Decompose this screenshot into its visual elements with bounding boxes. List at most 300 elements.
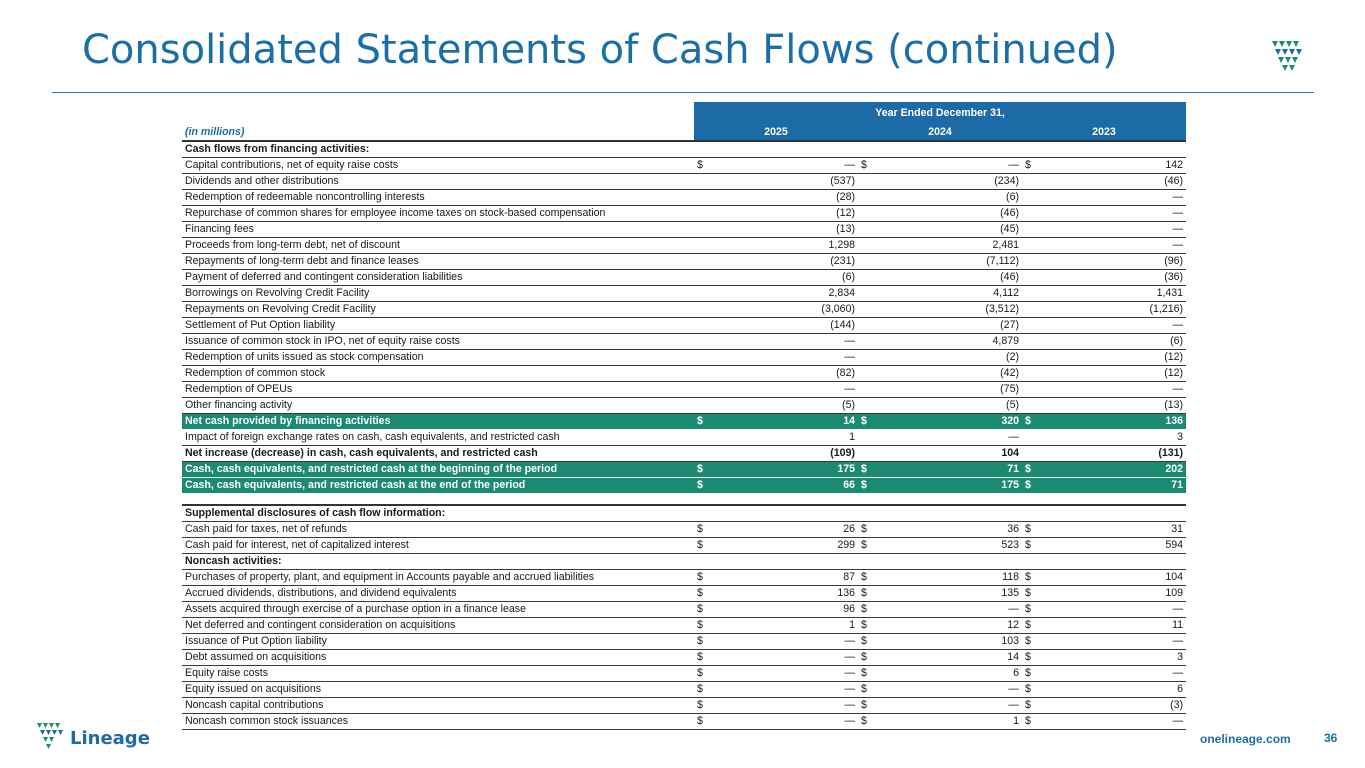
table-row bbox=[182, 334, 1186, 350]
currency-symbol: $ bbox=[694, 586, 712, 602]
currency-symbol: $ bbox=[1022, 714, 1040, 730]
value-cell: — bbox=[876, 430, 1022, 446]
value-cell: 4,879 bbox=[876, 334, 1022, 350]
currency-symbol bbox=[1022, 350, 1040, 366]
value-cell bbox=[876, 141, 1022, 158]
value-cell: (45) bbox=[876, 222, 1022, 238]
currency-symbol bbox=[694, 494, 712, 506]
row-label: Redemption of common stock bbox=[182, 366, 694, 382]
currency-symbol bbox=[858, 141, 876, 158]
value-cell: 2,481 bbox=[876, 238, 1022, 254]
currency-symbol bbox=[858, 430, 876, 446]
currency-symbol bbox=[858, 254, 876, 270]
table-row bbox=[182, 650, 1186, 666]
row-label: Cash, cash equivalents, and restricted cash at the end of the period bbox=[182, 478, 694, 494]
currency-symbol bbox=[694, 505, 712, 522]
row-label: Proceeds from long-term debt, net of discount bbox=[182, 238, 694, 254]
value-cell: 71 bbox=[876, 462, 1022, 478]
value-cell: — bbox=[712, 158, 858, 174]
row-label: Repayments of long-term debt and finance leases bbox=[182, 254, 694, 270]
value-cell: 87 bbox=[712, 570, 858, 586]
currency-symbol bbox=[858, 505, 876, 522]
value-cell: (7,112) bbox=[876, 254, 1022, 270]
currency-symbol bbox=[694, 350, 712, 366]
value-cell: 202 bbox=[1040, 462, 1186, 478]
currency-symbol: $ bbox=[1022, 522, 1040, 538]
value-cell: 26 bbox=[712, 522, 858, 538]
row-label: Settlement of Put Option liability bbox=[182, 318, 694, 334]
value-cell: — bbox=[1040, 382, 1186, 398]
currency-symbol: $ bbox=[1022, 618, 1040, 634]
value-cell: 104 bbox=[1040, 570, 1186, 586]
currency-symbol bbox=[1022, 286, 1040, 302]
currency-symbol bbox=[694, 190, 712, 206]
value-cell: 4,112 bbox=[876, 286, 1022, 302]
value-cell: (13) bbox=[712, 222, 858, 238]
currency-symbol: $ bbox=[694, 682, 712, 698]
section-row bbox=[182, 554, 1186, 570]
table-row bbox=[182, 634, 1186, 650]
currency-symbol bbox=[694, 318, 712, 334]
row-label: Financing fees bbox=[182, 222, 694, 238]
value-cell bbox=[712, 494, 858, 506]
currency-symbol bbox=[858, 222, 876, 238]
value-cell: — bbox=[1040, 190, 1186, 206]
currency-symbol: $ bbox=[1022, 666, 1040, 682]
value-cell: 104 bbox=[876, 446, 1022, 462]
value-cell: — bbox=[876, 682, 1022, 698]
value-cell: (5) bbox=[712, 398, 858, 414]
table-row bbox=[182, 570, 1186, 586]
value-cell: (75) bbox=[876, 382, 1022, 398]
currency-symbol bbox=[858, 302, 876, 318]
currency-symbol: $ bbox=[1022, 602, 1040, 618]
value-cell: (231) bbox=[712, 254, 858, 270]
units-label: (in millions) bbox=[182, 124, 694, 141]
currency-symbol bbox=[858, 334, 876, 350]
row-label: Capital contributions, net of equity raise costs bbox=[182, 158, 694, 174]
currency-symbol bbox=[694, 554, 712, 570]
currency-symbol bbox=[858, 446, 876, 462]
value-cell: 1 bbox=[712, 430, 858, 446]
currency-symbol: $ bbox=[1022, 682, 1040, 698]
row-label: Redemption of OPEUs bbox=[182, 382, 694, 398]
currency-symbol bbox=[1022, 494, 1040, 506]
currency-symbol bbox=[694, 238, 712, 254]
value-cell: 1,431 bbox=[1040, 286, 1186, 302]
value-cell: 1 bbox=[876, 714, 1022, 730]
table-row bbox=[182, 586, 1186, 602]
table-row bbox=[182, 714, 1186, 730]
currency-symbol bbox=[1022, 174, 1040, 190]
value-cell: 594 bbox=[1040, 538, 1186, 554]
value-cell: 3 bbox=[1040, 430, 1186, 446]
currency-symbol: $ bbox=[1022, 414, 1040, 430]
currency-symbol bbox=[858, 350, 876, 366]
value-cell: 66 bbox=[712, 478, 858, 494]
value-cell: (12) bbox=[1040, 366, 1186, 382]
value-cell: 109 bbox=[1040, 586, 1186, 602]
currency-symbol: $ bbox=[858, 522, 876, 538]
value-cell: 3 bbox=[1040, 650, 1186, 666]
lineage-mark-icon bbox=[1270, 39, 1304, 73]
spacer-row bbox=[182, 494, 1186, 506]
value-cell: 2,834 bbox=[712, 286, 858, 302]
value-cell: — bbox=[876, 158, 1022, 174]
year-header: 2024 bbox=[858, 124, 1022, 141]
currency-symbol: $ bbox=[858, 666, 876, 682]
table-row bbox=[182, 698, 1186, 714]
currency-symbol: $ bbox=[1022, 158, 1040, 174]
currency-symbol bbox=[1022, 141, 1040, 158]
table-row bbox=[182, 174, 1186, 190]
currency-symbol: $ bbox=[858, 602, 876, 618]
value-cell: — bbox=[712, 714, 858, 730]
currency-symbol: $ bbox=[858, 682, 876, 698]
year-header: 2025 bbox=[694, 124, 858, 141]
currency-symbol: $ bbox=[1022, 698, 1040, 714]
value-cell: (46) bbox=[876, 270, 1022, 286]
row-label: Issuance of common stock in IPO, net of equity raise costs bbox=[182, 334, 694, 350]
value-cell: — bbox=[712, 634, 858, 650]
table-row bbox=[182, 398, 1186, 414]
table-row bbox=[182, 538, 1186, 554]
value-cell: (144) bbox=[712, 318, 858, 334]
table-row bbox=[182, 366, 1186, 382]
currency-symbol: $ bbox=[858, 478, 876, 494]
currency-symbol bbox=[1022, 206, 1040, 222]
row-label: Cash, cash equivalents, and restricted cash at the beginning of the period bbox=[182, 462, 694, 478]
currency-symbol: $ bbox=[1022, 650, 1040, 666]
row-label: Debt assumed on acquisitions bbox=[182, 650, 694, 666]
value-cell: 14 bbox=[712, 414, 858, 430]
value-cell: — bbox=[876, 602, 1022, 618]
value-cell bbox=[712, 141, 858, 158]
currency-symbol: $ bbox=[694, 650, 712, 666]
table-row bbox=[182, 382, 1186, 398]
currency-symbol bbox=[858, 190, 876, 206]
currency-symbol bbox=[694, 446, 712, 462]
currency-symbol bbox=[694, 286, 712, 302]
value-cell bbox=[1040, 141, 1186, 158]
currency-symbol: $ bbox=[694, 158, 712, 174]
currency-symbol: $ bbox=[1022, 462, 1040, 478]
value-cell bbox=[876, 494, 1022, 506]
currency-symbol: $ bbox=[858, 586, 876, 602]
currency-symbol bbox=[858, 382, 876, 398]
value-cell: (82) bbox=[712, 366, 858, 382]
value-cell bbox=[1040, 505, 1186, 522]
currency-symbol: $ bbox=[694, 666, 712, 682]
value-cell: — bbox=[712, 650, 858, 666]
currency-symbol bbox=[858, 554, 876, 570]
currency-symbol: $ bbox=[694, 698, 712, 714]
row-label: Noncash activities: bbox=[182, 554, 694, 570]
currency-symbol bbox=[1022, 554, 1040, 570]
currency-symbol bbox=[1022, 270, 1040, 286]
value-cell: 12 bbox=[876, 618, 1022, 634]
value-cell: — bbox=[712, 682, 858, 698]
currency-symbol: $ bbox=[694, 570, 712, 586]
currency-symbol: $ bbox=[1022, 634, 1040, 650]
currency-symbol bbox=[1022, 382, 1040, 398]
value-cell: 135 bbox=[876, 586, 1022, 602]
value-cell bbox=[1040, 554, 1186, 570]
value-cell: (27) bbox=[876, 318, 1022, 334]
row-label: Redemption of redeemable noncontrolling interests bbox=[182, 190, 694, 206]
currency-symbol bbox=[1022, 254, 1040, 270]
currency-symbol bbox=[1022, 366, 1040, 382]
currency-symbol: $ bbox=[858, 650, 876, 666]
currency-symbol bbox=[694, 174, 712, 190]
row-label: Other financing activity bbox=[182, 398, 694, 414]
currency-symbol bbox=[858, 270, 876, 286]
value-cell: 14 bbox=[876, 650, 1022, 666]
table-row bbox=[182, 350, 1186, 366]
row-label: Equity issued on acquisitions bbox=[182, 682, 694, 698]
currency-symbol bbox=[1022, 190, 1040, 206]
currency-symbol: $ bbox=[694, 714, 712, 730]
value-cell: (3,512) bbox=[876, 302, 1022, 318]
row-label: Payment of deferred and contingent consideration liabilities bbox=[182, 270, 694, 286]
year-header: 2023 bbox=[1022, 124, 1186, 141]
row-label: Noncash capital contributions bbox=[182, 698, 694, 714]
currency-symbol: $ bbox=[694, 602, 712, 618]
row-label: Net cash provided by financing activities bbox=[182, 414, 694, 430]
table-row bbox=[182, 618, 1186, 634]
currency-symbol bbox=[1022, 430, 1040, 446]
table-row bbox=[182, 222, 1186, 238]
currency-symbol bbox=[1022, 238, 1040, 254]
currency-symbol bbox=[694, 430, 712, 446]
currency-symbol: $ bbox=[858, 158, 876, 174]
value-cell: (3,060) bbox=[712, 302, 858, 318]
row-label: Redemption of units issued as stock compensation bbox=[182, 350, 694, 366]
row-label: Issuance of Put Option liability bbox=[182, 634, 694, 650]
value-cell: — bbox=[1040, 238, 1186, 254]
value-cell: — bbox=[712, 666, 858, 682]
currency-symbol bbox=[694, 222, 712, 238]
currency-symbol: $ bbox=[1022, 586, 1040, 602]
row-label: Accrued dividends, distributions, and dividend equivalents bbox=[182, 586, 694, 602]
currency-symbol bbox=[1022, 505, 1040, 522]
currency-symbol: $ bbox=[858, 414, 876, 430]
value-cell: (42) bbox=[876, 366, 1022, 382]
currency-symbol: $ bbox=[694, 522, 712, 538]
value-cell: 136 bbox=[1040, 414, 1186, 430]
currency-symbol: $ bbox=[858, 714, 876, 730]
section-row bbox=[182, 141, 1186, 158]
brand-name: Lineage bbox=[70, 728, 150, 749]
currency-symbol: $ bbox=[694, 462, 712, 478]
currency-symbol bbox=[694, 366, 712, 382]
currency-symbol bbox=[1022, 334, 1040, 350]
currency-symbol: $ bbox=[1022, 478, 1040, 494]
currency-symbol bbox=[858, 286, 876, 302]
value-cell: — bbox=[1040, 222, 1186, 238]
currency-symbol bbox=[1022, 398, 1040, 414]
row-label: Cash paid for interest, net of capitalized interest bbox=[182, 538, 694, 554]
currency-symbol: $ bbox=[858, 462, 876, 478]
value-cell: 71 bbox=[1040, 478, 1186, 494]
value-cell: — bbox=[1040, 634, 1186, 650]
value-cell: (6) bbox=[876, 190, 1022, 206]
value-cell: 175 bbox=[876, 478, 1022, 494]
row-label: Repurchase of common shares for employee income taxes on stock-based compensation bbox=[182, 206, 694, 222]
currency-symbol: $ bbox=[858, 634, 876, 650]
currency-symbol: $ bbox=[694, 414, 712, 430]
value-cell: — bbox=[1040, 318, 1186, 334]
page-title: Consolidated Statements of Cash Flows (continued) bbox=[82, 27, 1118, 73]
value-cell: 96 bbox=[712, 602, 858, 618]
table-row bbox=[182, 602, 1186, 618]
value-cell: — bbox=[876, 698, 1022, 714]
table-row bbox=[182, 238, 1186, 254]
row-label: Equity raise costs bbox=[182, 666, 694, 682]
value-cell: (6) bbox=[1040, 334, 1186, 350]
row-label: Noncash common stock issuances bbox=[182, 714, 694, 730]
currency-symbol bbox=[694, 382, 712, 398]
currency-symbol bbox=[858, 318, 876, 334]
table-row bbox=[182, 286, 1186, 302]
table-row bbox=[182, 254, 1186, 270]
value-cell: 11 bbox=[1040, 618, 1186, 634]
currency-symbol: $ bbox=[694, 618, 712, 634]
value-cell: 1,298 bbox=[712, 238, 858, 254]
currency-symbol bbox=[694, 254, 712, 270]
value-cell bbox=[876, 554, 1022, 570]
row-label: Supplemental disclosures of cash flow information: bbox=[182, 505, 694, 522]
value-cell: 1 bbox=[712, 618, 858, 634]
currency-symbol bbox=[858, 174, 876, 190]
value-cell: — bbox=[712, 698, 858, 714]
row-label: Impact of foreign exchange rates on cash, cash equivalents, and restricted cash bbox=[182, 430, 694, 446]
currency-symbol: $ bbox=[1022, 570, 1040, 586]
value-cell: (234) bbox=[876, 174, 1022, 190]
value-cell: (3) bbox=[1040, 698, 1186, 714]
currency-symbol bbox=[1022, 446, 1040, 462]
value-cell: 103 bbox=[876, 634, 1022, 650]
title-divider bbox=[52, 92, 1314, 93]
row-label: Net increase (decrease) in cash, cash equivalents, and restricted cash bbox=[182, 446, 694, 462]
value-cell: (1,216) bbox=[1040, 302, 1186, 318]
currency-symbol: $ bbox=[694, 634, 712, 650]
value-cell: 6 bbox=[1040, 682, 1186, 698]
currency-symbol bbox=[858, 366, 876, 382]
table-row bbox=[182, 462, 1186, 478]
period-header: Year Ended December 31, bbox=[694, 102, 1186, 124]
footer-url[interactable]: onelineage.com bbox=[1200, 732, 1291, 746]
section-row bbox=[182, 505, 1186, 522]
currency-symbol bbox=[858, 494, 876, 506]
currency-symbol: $ bbox=[858, 698, 876, 714]
currency-symbol bbox=[858, 238, 876, 254]
cash-flow-table bbox=[182, 102, 1184, 730]
value-cell: — bbox=[1040, 714, 1186, 730]
value-cell: (5) bbox=[876, 398, 1022, 414]
value-cell: (537) bbox=[712, 174, 858, 190]
row-label: Net deferred and contingent consideration on acquisitions bbox=[182, 618, 694, 634]
table-row bbox=[182, 666, 1186, 682]
page-number: 36 bbox=[1324, 731, 1338, 745]
currency-symbol: $ bbox=[694, 478, 712, 494]
value-cell: — bbox=[1040, 666, 1186, 682]
value-cell: 320 bbox=[876, 414, 1022, 430]
row-label: Purchases of property, plant, and equipment in Accounts payable and accrued liabilities bbox=[182, 570, 694, 586]
currency-symbol bbox=[1022, 318, 1040, 334]
currency-symbol: $ bbox=[858, 618, 876, 634]
value-cell: (12) bbox=[712, 206, 858, 222]
value-cell: — bbox=[712, 350, 858, 366]
row-label: Dividends and other distributions bbox=[182, 174, 694, 190]
value-cell: 136 bbox=[712, 586, 858, 602]
row-label: Borrowings on Revolving Credit Facility bbox=[182, 286, 694, 302]
row-label bbox=[182, 494, 694, 506]
table-row bbox=[182, 430, 1186, 446]
value-cell bbox=[712, 554, 858, 570]
currency-symbol bbox=[694, 206, 712, 222]
table-row bbox=[182, 522, 1186, 538]
row-label: Cash flows from financing activities: bbox=[182, 141, 694, 158]
row-label: Repayments on Revolving Credit Facility bbox=[182, 302, 694, 318]
table-row bbox=[182, 190, 1186, 206]
currency-symbol bbox=[1022, 302, 1040, 318]
table-row bbox=[182, 682, 1186, 698]
currency-symbol: $ bbox=[1022, 538, 1040, 554]
value-cell bbox=[1040, 494, 1186, 506]
value-cell bbox=[712, 505, 858, 522]
currency-symbol bbox=[694, 334, 712, 350]
table-row bbox=[182, 270, 1186, 286]
value-cell: — bbox=[1040, 602, 1186, 618]
currency-symbol bbox=[858, 206, 876, 222]
value-cell: (36) bbox=[1040, 270, 1186, 286]
value-cell: (6) bbox=[712, 270, 858, 286]
currency-symbol bbox=[694, 398, 712, 414]
value-cell: (12) bbox=[1040, 350, 1186, 366]
currency-symbol: $ bbox=[694, 538, 712, 554]
table-row bbox=[182, 318, 1186, 334]
lineage-logo bbox=[36, 722, 162, 752]
currency-symbol: $ bbox=[858, 570, 876, 586]
table-row bbox=[182, 446, 1186, 462]
value-cell: (28) bbox=[712, 190, 858, 206]
value-cell: 36 bbox=[876, 522, 1022, 538]
currency-symbol bbox=[694, 141, 712, 158]
value-cell: (13) bbox=[1040, 398, 1186, 414]
table-row bbox=[182, 158, 1186, 174]
currency-symbol: $ bbox=[858, 538, 876, 554]
currency-symbol bbox=[694, 302, 712, 318]
value-cell: 6 bbox=[876, 666, 1022, 682]
value-cell: (46) bbox=[1040, 174, 1186, 190]
table-row bbox=[182, 206, 1186, 222]
value-cell: 31 bbox=[1040, 522, 1186, 538]
table-row bbox=[182, 414, 1186, 430]
value-cell: 175 bbox=[712, 462, 858, 478]
value-cell: (131) bbox=[1040, 446, 1186, 462]
value-cell: 523 bbox=[876, 538, 1022, 554]
value-cell: — bbox=[712, 334, 858, 350]
value-cell: 118 bbox=[876, 570, 1022, 586]
currency-symbol bbox=[858, 398, 876, 414]
value-cell: (109) bbox=[712, 446, 858, 462]
row-label: Assets acquired through exercise of a purchase option in a finance lease bbox=[182, 602, 694, 618]
value-cell: (96) bbox=[1040, 254, 1186, 270]
table-row bbox=[182, 478, 1186, 494]
value-cell: 299 bbox=[712, 538, 858, 554]
value-cell bbox=[876, 505, 1022, 522]
